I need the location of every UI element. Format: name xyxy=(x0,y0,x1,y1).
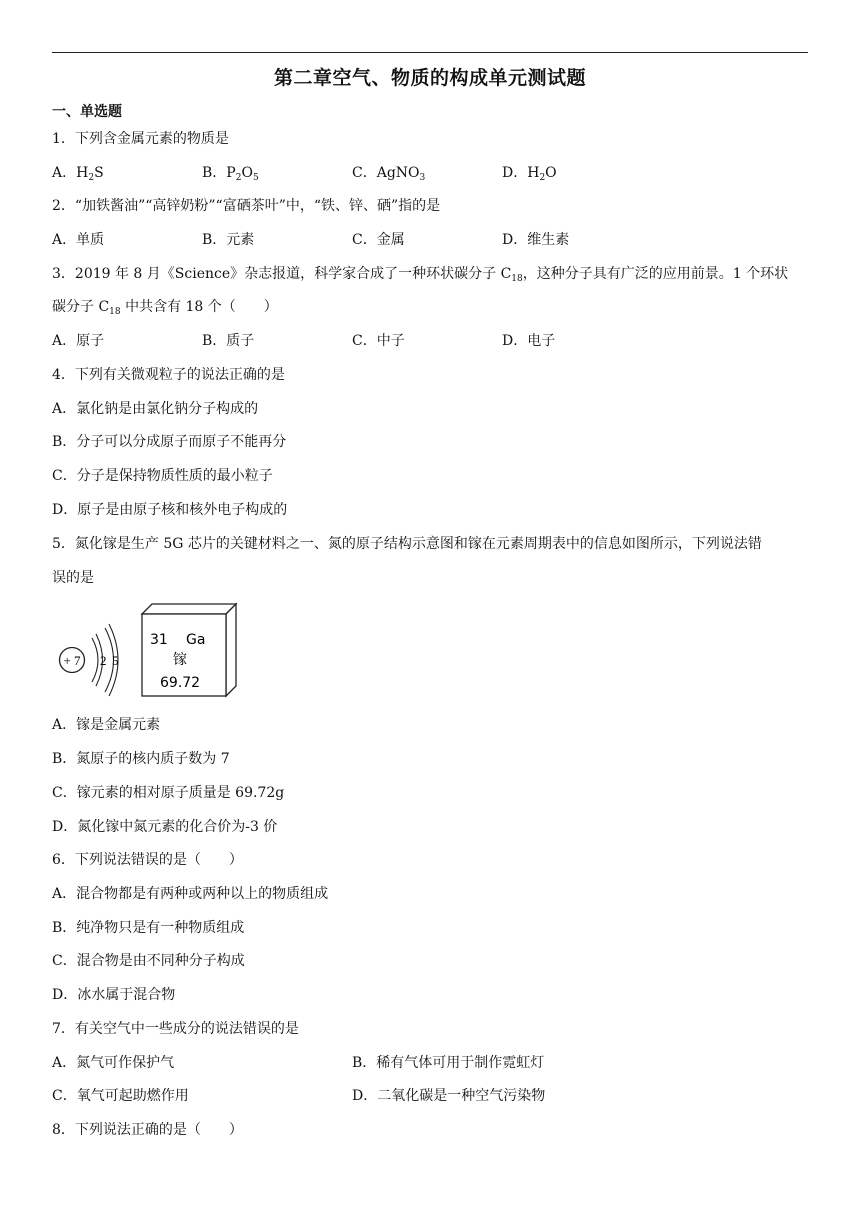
q3-option-c: C．中子 xyxy=(352,333,405,349)
section-heading: 一、单选题 xyxy=(52,104,122,120)
element-symbol: Ga xyxy=(186,632,206,648)
q5-option-b: B．氮原子的核内质子数为 7 xyxy=(52,751,230,767)
q6-option-a: A．混合物都是有两种或两种以上的物质组成 xyxy=(52,886,329,902)
q3-option-b: B．质子 xyxy=(202,333,255,349)
q4-stem: 4．下列有关微观粒子的说法正确的是 xyxy=(52,367,285,383)
shell-1-electrons: 2 xyxy=(100,653,107,668)
q8-stem: 8．下列说法正确的是（ ） xyxy=(52,1122,243,1138)
nucleus-label: + 7 xyxy=(63,653,81,668)
q6-option-d: D．冰水属于混合物 xyxy=(52,987,176,1003)
box-top-face xyxy=(142,604,236,614)
q3-option-d: D．电子 xyxy=(502,333,556,349)
q1-option-c: C．AgNO$_3$ xyxy=(352,165,426,183)
atom-and-element-diagram xyxy=(52,600,252,700)
shell-2-electrons: 5 xyxy=(112,653,119,668)
q5-option-c: C．镓元素的相对原子质量是 69.72g xyxy=(52,785,285,801)
atomic-mass: 69.72 xyxy=(160,675,201,691)
box-side-face xyxy=(226,604,236,696)
page-title: 第二章空气、物质的构成单元测试题 xyxy=(273,67,586,89)
q1-stem: 1．下列含金属元素的物质是 xyxy=(52,131,229,147)
q1-option-d: D．$H_2O$ xyxy=(502,165,557,183)
q4-option-c: C．分子是保持物质性质的最小粒子 xyxy=(52,468,273,484)
q5-option-a: A．镓是金属元素 xyxy=(52,717,161,733)
element-name: 镓 xyxy=(173,652,187,668)
q7-option-c: C．氧气可起助燃作用 xyxy=(52,1088,189,1104)
q2-options xyxy=(52,231,812,249)
q3-stem-line1: 3．2019 年 8 月《Science》杂志报道，科学家合成了一种环状碳分子 $C_{18}$，这种分子具有广泛的应用前景。1 个环状 xyxy=(52,266,789,284)
q3-stem-line2: 碳分子 $C_{18}$ 中共含有 18 个（ ） xyxy=(52,299,278,317)
q3-options xyxy=(52,332,812,350)
q7-stem: 7．有关空气中一些成分的说法错误的是 xyxy=(52,1021,299,1037)
q6-option-b: B．纯净物只是有一种物质组成 xyxy=(52,920,245,936)
q4-option-a: A．氯化钠是由氯化钠分子构成的 xyxy=(52,401,259,417)
q2-option-a: A．单质 xyxy=(52,232,105,248)
q6-option-c: C．混合物是由不同种分子构成 xyxy=(52,953,245,969)
q2-stem: 2．“加铁酱油”“高锌奶粉”“富硒茶叶”中，“铁、锌、硒”指的是 xyxy=(52,198,441,214)
q2-option-c: C．金属 xyxy=(352,232,405,248)
q7-option-b: B．稀有气体可用于制作霓虹灯 xyxy=(352,1055,545,1071)
q7-options-row2 xyxy=(52,1087,812,1105)
q7-options-row1 xyxy=(52,1054,812,1072)
q5-figure xyxy=(52,600,252,700)
q4-option-b: B．分子可以分成原子而原子不能再分 xyxy=(52,434,287,450)
q4-option-d: D．原子是由原子核和核外电子构成的 xyxy=(52,502,288,518)
top-rule xyxy=(52,52,808,53)
q1-option-a: A．$H_2S$ xyxy=(52,165,104,183)
q5-stem-line2: 误的是 xyxy=(52,570,94,586)
shell-arc-1a xyxy=(92,638,98,682)
q7-option-d: D．二氧化碳是一种空气污染物 xyxy=(352,1088,546,1104)
q2-option-b: B．元素 xyxy=(202,232,255,248)
q5-stem-line1: 5．氮化镓是生产 5G 芯片的关键材料之一、氮的原子结构示意图和镓在元素周期表中的信息如图所示，下列说法错 xyxy=(52,536,762,552)
q2-option-d: D．维生素 xyxy=(502,232,570,248)
atomic-number: 31 xyxy=(150,632,168,648)
q1-options xyxy=(52,164,812,182)
q5-option-d: D．氮化镓中氮元素的化合价为-3 价 xyxy=(52,819,278,835)
q1-option-b: B．$P_2O_5$ xyxy=(202,165,259,183)
q7-option-a: A．氮气可作保护气 xyxy=(52,1055,175,1071)
q3-option-a: A．原子 xyxy=(52,333,105,349)
q6-stem: 6．下列说法错误的是（ ） xyxy=(52,852,243,868)
